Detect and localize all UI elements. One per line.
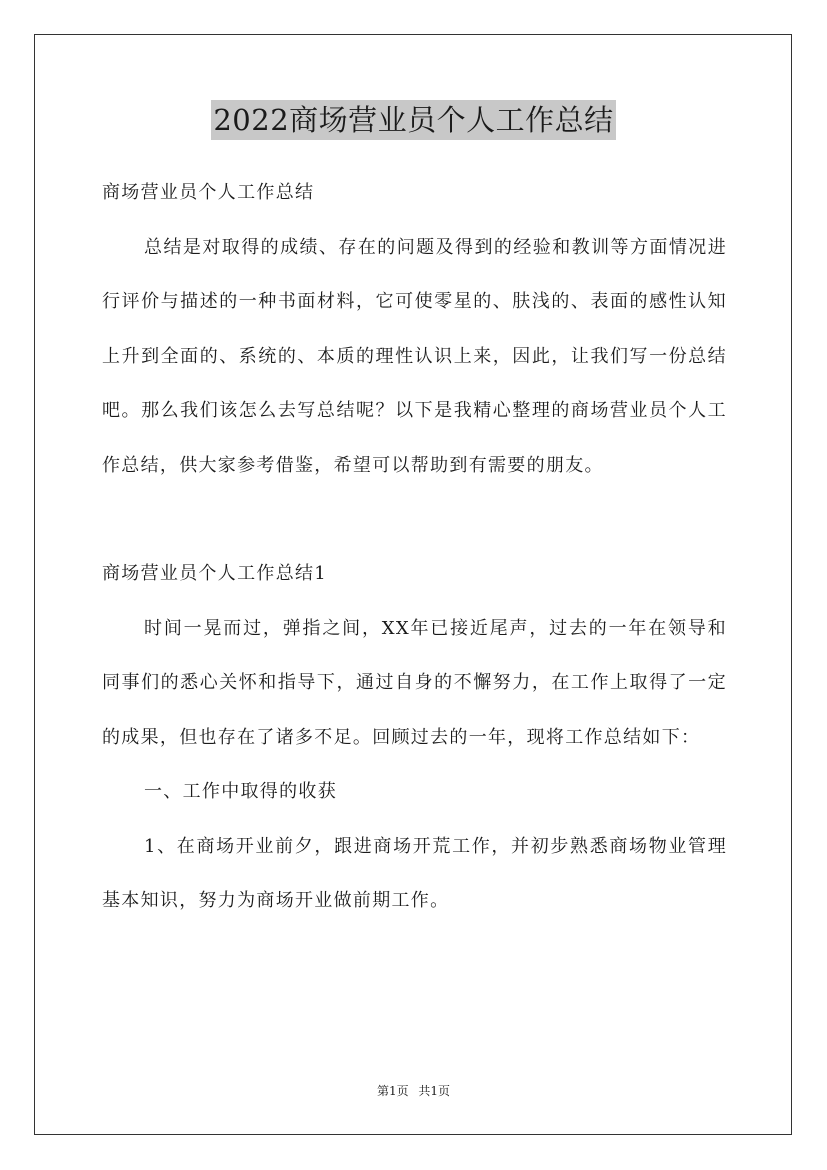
document-title: 2022商场营业员个人工作总结 <box>211 100 615 140</box>
paragraph-1: 时间一晃而过，弹指之间，XX年已接近尾声，过去的一年在领导和同事们的悉心关怀和指导下，通过自身的不懈努力，在工作上取得了一定的成果，但也存在了诸多不足。回顾过去的一年，现将工作总结如下： <box>102 617 727 748</box>
page-number: 第1页 <box>376 1084 409 1098</box>
subtitle: 商场营业员个人工作总结 <box>102 182 315 203</box>
document-body <box>102 166 727 929</box>
page-total: 共1页 <box>418 1084 451 1098</box>
subheading-1: 一、工作中取得的收获 <box>144 781 337 802</box>
title-container <box>0 100 827 140</box>
intro-paragraph: 总结是对取得的成绩、存在的问题及得到的经验和教训等方面情况进行评价与描述的一种书面材料，它可使零星的、肤浅的、表面的感性认知上升到全面的、系统的、本质的理性认识上来，因此，让我们写一份总结吧。那么我们该怎么去写总结呢？以下是我精心整理的商场营业员个人工作总结，供大家参考借鉴，希望可以帮助到有需要的朋友。 <box>102 236 727 476</box>
section-heading: 商场营业员个人工作总结1 <box>102 563 328 584</box>
list-item-1: 1、在商场开业前夕，跟进商场开荒工作，并初步熟悉商场物业管理基本知识，努力为商场开业做前期工作。 <box>102 835 727 911</box>
page-footer <box>0 1083 827 1099</box>
spacer <box>102 493 727 547</box>
